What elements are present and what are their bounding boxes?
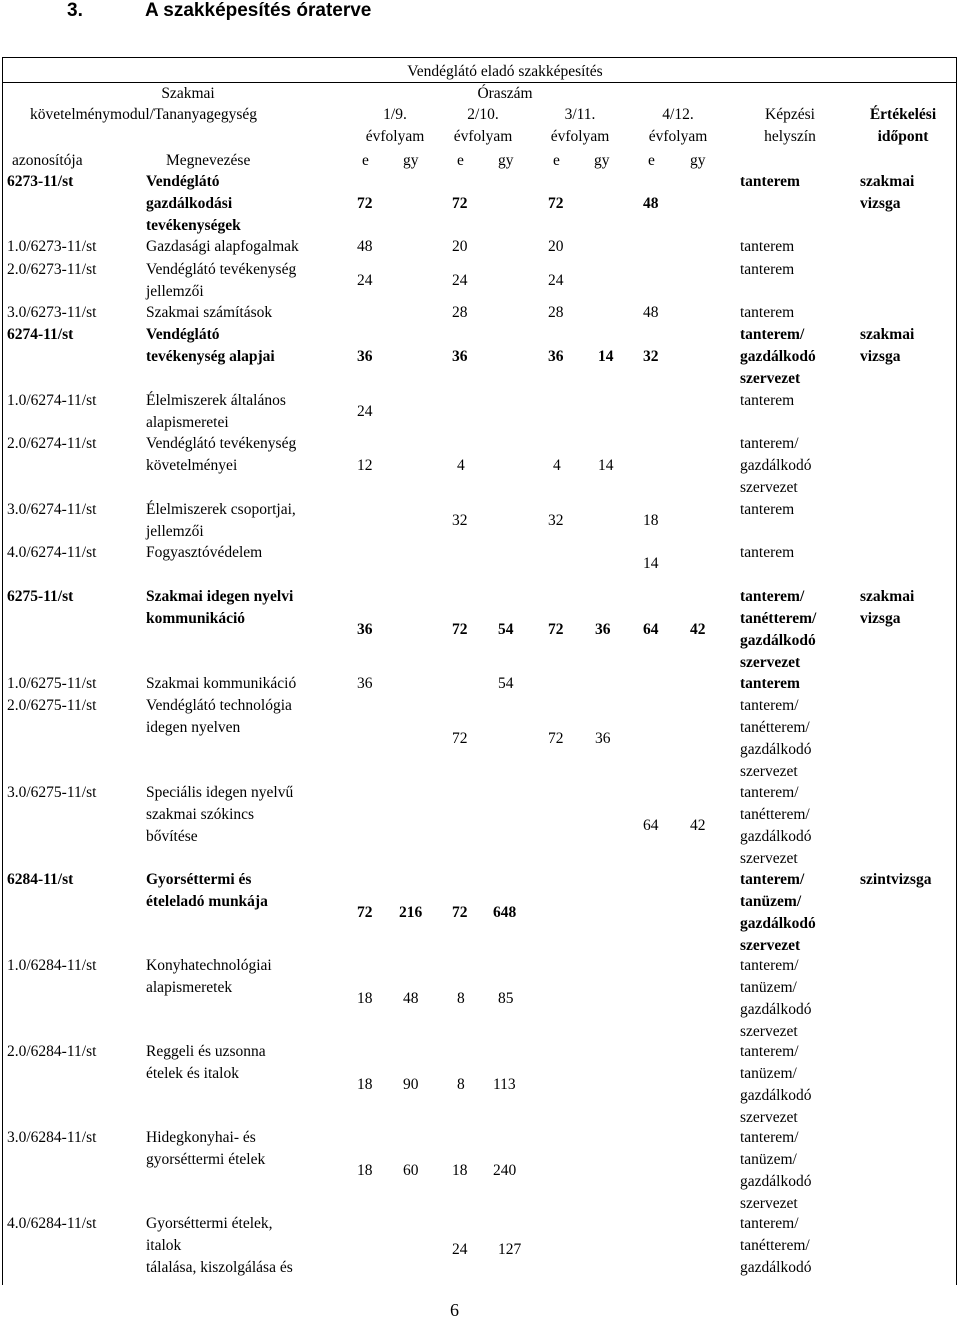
hours-cell: 85 bbox=[498, 990, 514, 1007]
venue-line: gazdálkodó bbox=[740, 1259, 812, 1276]
venue-line: tanétterem/ bbox=[740, 1237, 810, 1254]
col-gy1: gy bbox=[403, 152, 419, 169]
hours-cell: 72 bbox=[357, 904, 373, 921]
hours-cell: 4 bbox=[457, 457, 465, 474]
hours-cell: 54 bbox=[498, 675, 514, 692]
hours-cell: 72 bbox=[357, 195, 373, 212]
venue-line: tanétterem/ bbox=[740, 719, 810, 736]
row-name-line: bővítése bbox=[146, 828, 198, 845]
hours-cell: 72 bbox=[548, 621, 564, 638]
hours-cell: 48 bbox=[357, 238, 373, 255]
row-name-line: alapismeretei bbox=[146, 414, 229, 431]
eval-line: vizsga bbox=[860, 348, 901, 365]
hours-cell: 36 bbox=[595, 730, 611, 747]
hours-cell: 32 bbox=[452, 512, 468, 529]
venue-line: tanüzem/ bbox=[740, 1151, 797, 1168]
hours-cell: 12 bbox=[357, 457, 373, 474]
eval-header-line1: Értékelési bbox=[869, 106, 937, 123]
row-id: 6273-11/st bbox=[7, 173, 74, 190]
venue-line: tanterem bbox=[740, 544, 795, 561]
venue-line: gazdálkodó bbox=[740, 348, 816, 365]
hours-cell: 36 bbox=[357, 675, 373, 692]
row-name-line: Vendéglátó technológia bbox=[146, 697, 292, 714]
venue-line: tanterem/ bbox=[740, 1129, 799, 1146]
venue-line: tanterem/ bbox=[740, 957, 799, 974]
row-name-line: Fogyasztóvédelem bbox=[146, 544, 263, 561]
eval-header-line2: időpont bbox=[877, 128, 929, 145]
venue-line: szervezet bbox=[740, 763, 798, 780]
row-name-line: ételeladó munkája bbox=[146, 893, 268, 910]
venue-line: gazdálkodó bbox=[740, 741, 812, 758]
eval-line: vizsga bbox=[860, 195, 901, 212]
venue-line: tanüzem/ bbox=[740, 893, 802, 910]
venue-header-line1: Képzési bbox=[765, 106, 815, 123]
venue-header-line2: helyszín bbox=[764, 128, 816, 145]
venue-line: szervezet bbox=[740, 479, 798, 496]
venue-line: szervezet bbox=[740, 1023, 798, 1040]
hours-cell: 113 bbox=[493, 1076, 516, 1093]
hours-cell: 24 bbox=[357, 403, 373, 420]
hours-cell: 72 bbox=[452, 195, 468, 212]
venue-line: tanterem/ bbox=[740, 588, 805, 605]
hours-cell: 28 bbox=[452, 304, 468, 321]
venue-line: szervezet bbox=[740, 654, 801, 671]
venue-line: tanterem bbox=[740, 261, 795, 278]
venue-line: tanterem bbox=[740, 675, 800, 692]
row-name-line: tevékenység alapjai bbox=[146, 348, 275, 365]
hours-cell: 72 bbox=[452, 621, 468, 638]
row-id: 1.0/6273-11/st bbox=[7, 238, 97, 255]
hours-cell: 648 bbox=[493, 904, 517, 921]
hours-cell: 48 bbox=[643, 195, 659, 212]
hours-cell: 18 bbox=[357, 1076, 373, 1093]
venue-line: szervezet bbox=[740, 1195, 798, 1212]
row-id: 3.0/6273-11/st bbox=[7, 304, 97, 321]
hours-cell: 24 bbox=[548, 272, 564, 289]
hours-cell: 36 bbox=[357, 621, 373, 638]
hours-cell: 4 bbox=[553, 457, 561, 474]
row-id: 6284-11/st bbox=[7, 871, 74, 888]
venue-line: gazdálkodó bbox=[740, 632, 816, 649]
venue-line: gazdálkodó bbox=[740, 1001, 812, 1018]
hours-label: Óraszám bbox=[477, 85, 533, 102]
col-gy4: gy bbox=[690, 152, 706, 169]
row-id: 6275-11/st bbox=[7, 588, 74, 605]
venue-line: tanterem bbox=[740, 501, 795, 518]
row-name-line: követelményei bbox=[146, 457, 238, 474]
venue-line: tanterem/ bbox=[740, 784, 799, 801]
grade-3-word: évfolyam bbox=[550, 128, 610, 145]
hours-cell: 32 bbox=[643, 348, 659, 365]
module-header-line1: Szakmai bbox=[161, 85, 215, 102]
hours-cell: 54 bbox=[498, 621, 514, 638]
row-name-line: Vendéglátó tevékenység bbox=[146, 435, 297, 452]
hours-cell: 20 bbox=[452, 238, 468, 255]
qualification-title: Vendéglátó eladó szakképesítés bbox=[407, 63, 603, 80]
hours-cell: 127 bbox=[498, 1241, 522, 1258]
row-name-line: alapismeretek bbox=[146, 979, 233, 996]
hours-cell: 42 bbox=[690, 817, 706, 834]
hours-cell: 42 bbox=[690, 621, 706, 638]
venue-line: gazdálkodó bbox=[740, 1173, 812, 1190]
eval-line: szintvizsga bbox=[860, 871, 932, 888]
hours-cell: 8 bbox=[457, 990, 465, 1007]
venue-line: gazdálkodó bbox=[740, 915, 816, 932]
venue-line: szervezet bbox=[740, 370, 801, 387]
venue-line: tanterem/ bbox=[740, 435, 799, 452]
row-name-line: idegen nyelven bbox=[146, 719, 241, 736]
row-name-line: jellemzői bbox=[146, 523, 204, 540]
row-name-line: Szakmai idegen nyelvi bbox=[146, 588, 294, 605]
col-e4: e bbox=[648, 152, 655, 169]
row-id: 2.0/6274-11/st bbox=[7, 435, 97, 452]
grade-3-number: 3/11. bbox=[564, 106, 596, 123]
row-name-line: Reggeli és uzsonna bbox=[146, 1043, 266, 1060]
hours-cell: 24 bbox=[452, 1241, 468, 1258]
col-id-header: azonosítója bbox=[12, 152, 83, 169]
hours-cell: 14 bbox=[598, 457, 614, 474]
row-id: 1.0/6284-11/st bbox=[7, 957, 97, 974]
grade-4-word: évfolyam bbox=[648, 128, 708, 145]
module-header-line2: követelménymodul/Tananyagegység bbox=[30, 106, 258, 123]
hours-cell: 216 bbox=[399, 904, 423, 921]
hours-cell: 60 bbox=[403, 1162, 419, 1179]
hours-cell: 64 bbox=[643, 817, 659, 834]
venue-line: tanétterem/ bbox=[740, 610, 817, 627]
eval-line: szakmai bbox=[860, 588, 915, 605]
row-name-line: kommunikáció bbox=[146, 610, 246, 627]
row-id: 1.0/6275-11/st bbox=[7, 675, 97, 692]
hours-cell: 18 bbox=[643, 512, 659, 529]
row-id: 4.0/6284-11/st bbox=[7, 1215, 97, 1232]
hours-cell: 20 bbox=[548, 238, 564, 255]
col-e1: e bbox=[362, 152, 369, 169]
row-id: 1.0/6274-11/st bbox=[7, 392, 97, 409]
row-id: 4.0/6274-11/st bbox=[7, 544, 97, 561]
col-gy2: gy bbox=[498, 152, 514, 169]
hours-cell: 72 bbox=[452, 904, 468, 921]
row-name-line: ételek és italok bbox=[146, 1065, 239, 1082]
row-id: 6274-11/st bbox=[7, 326, 74, 343]
hours-cell: 240 bbox=[493, 1162, 517, 1179]
hours-cell: 36 bbox=[452, 348, 468, 365]
row-name-line: Speciális idegen nyelvű bbox=[146, 784, 294, 801]
page-number: 6 bbox=[450, 1300, 459, 1320]
eval-line: szakmai bbox=[860, 326, 915, 343]
hours-cell: 18 bbox=[452, 1162, 468, 1179]
row-name-line: szakmai szókincs bbox=[146, 806, 255, 823]
hours-cell: 36 bbox=[357, 348, 373, 365]
grade-2-word: évfolyam bbox=[453, 128, 513, 145]
col-gy3: gy bbox=[594, 152, 610, 169]
venue-line: tanüzem/ bbox=[740, 1065, 797, 1082]
section-title: A szakképesítés óraterve bbox=[145, 0, 372, 21]
row-name-line: Gyorséttermi és bbox=[146, 871, 252, 888]
grade-2-number: 2/10. bbox=[467, 106, 499, 123]
venue-line: tanterem bbox=[740, 238, 795, 255]
venue-line: tanterem/ bbox=[740, 326, 805, 343]
row-name-line: Gazdasági alapfogalmak bbox=[146, 238, 299, 255]
row-id: 3.0/6284-11/st bbox=[7, 1129, 97, 1146]
row-name-line: jellemzői bbox=[146, 283, 204, 300]
section-number: 3. bbox=[67, 0, 83, 21]
eval-line: vizsga bbox=[860, 610, 901, 627]
hours-cell: 24 bbox=[357, 272, 373, 289]
row-name-line: Hidegkonyhai- és bbox=[146, 1129, 256, 1146]
venue-line: szervezet bbox=[740, 937, 801, 954]
hours-cell: 14 bbox=[598, 348, 614, 365]
row-name-line: Gyorséttermi ételek, bbox=[146, 1215, 273, 1232]
col-e2: e bbox=[457, 152, 464, 169]
venue-line: tanterem/ bbox=[740, 1043, 799, 1060]
grade-1-word: évfolyam bbox=[365, 128, 425, 145]
row-id: 2.0/6273-11/st bbox=[7, 261, 97, 278]
venue-line: tanterem/ bbox=[740, 1215, 799, 1232]
row-name-line: italok bbox=[146, 1237, 182, 1254]
row-name-line: Vendéglátó tevékenység bbox=[146, 261, 297, 278]
row-name-line: Szakmai kommunikáció bbox=[146, 675, 297, 692]
row-name-line: Vendéglátó bbox=[146, 173, 220, 190]
hours-cell: 24 bbox=[452, 272, 468, 289]
hours-cell: 32 bbox=[548, 512, 564, 529]
row-name-line: Konyhatechnológiai bbox=[146, 957, 272, 974]
hours-cell: 48 bbox=[403, 990, 419, 1007]
venue-line: tanüzem/ bbox=[740, 979, 797, 996]
row-name-line: gazdálkodási bbox=[146, 195, 233, 212]
row-name-line: Élelmiszerek általános bbox=[146, 392, 286, 409]
hours-cell: 64 bbox=[643, 621, 659, 638]
venue-line: tanterem/ bbox=[740, 697, 799, 714]
hours-cell: 36 bbox=[548, 348, 564, 365]
row-name-line: Élelmiszerek csoportjai, bbox=[146, 501, 296, 518]
venue-line: tanétterem/ bbox=[740, 806, 810, 823]
row-id: 3.0/6274-11/st bbox=[7, 501, 97, 518]
hours-cell: 72 bbox=[548, 730, 564, 747]
row-name-line: gyorséttermi ételek bbox=[146, 1151, 266, 1168]
hours-cell: 48 bbox=[643, 304, 659, 321]
row-name-line: tálalása, kiszolgálása és bbox=[146, 1259, 293, 1276]
venue-line: tanterem bbox=[740, 304, 795, 321]
col-e3: e bbox=[553, 152, 560, 169]
hours-cell: 18 bbox=[357, 1162, 373, 1179]
venue-line: gazdálkodó bbox=[740, 828, 812, 845]
hours-cell: 14 bbox=[643, 555, 659, 572]
col-name-header: Megnevezése bbox=[166, 152, 251, 169]
hours-cell: 28 bbox=[548, 304, 564, 321]
hours-cell: 18 bbox=[357, 990, 373, 1007]
venue-line: tanterem bbox=[740, 173, 800, 190]
section-heading bbox=[67, 0, 371, 22]
hours-cell: 36 bbox=[595, 621, 611, 638]
venue-line: tanterem bbox=[740, 392, 795, 409]
venue-line: szervezet bbox=[740, 850, 798, 867]
venue-line: szervezet bbox=[740, 1109, 798, 1126]
hours-cell: 72 bbox=[548, 195, 564, 212]
hours-cell: 90 bbox=[403, 1076, 419, 1093]
row-name-line: Szakmai számítások bbox=[146, 304, 273, 321]
venue-line: gazdálkodó bbox=[740, 457, 812, 474]
row-name-line: tevékenységek bbox=[146, 217, 241, 234]
row-id: 2.0/6284-11/st bbox=[7, 1043, 97, 1060]
row-id: 2.0/6275-11/st bbox=[7, 697, 97, 714]
row-name-line: Vendéglátó bbox=[146, 326, 220, 343]
hours-cell: 8 bbox=[457, 1076, 465, 1093]
eval-line: szakmai bbox=[860, 173, 915, 190]
venue-line: tanterem/ bbox=[740, 871, 805, 888]
row-id: 3.0/6275-11/st bbox=[7, 784, 97, 801]
venue-line: gazdálkodó bbox=[740, 1087, 812, 1104]
grade-1-number: 1/9. bbox=[383, 106, 407, 123]
grade-4-number: 4/12. bbox=[662, 106, 694, 123]
hours-cell: 72 bbox=[452, 730, 468, 747]
